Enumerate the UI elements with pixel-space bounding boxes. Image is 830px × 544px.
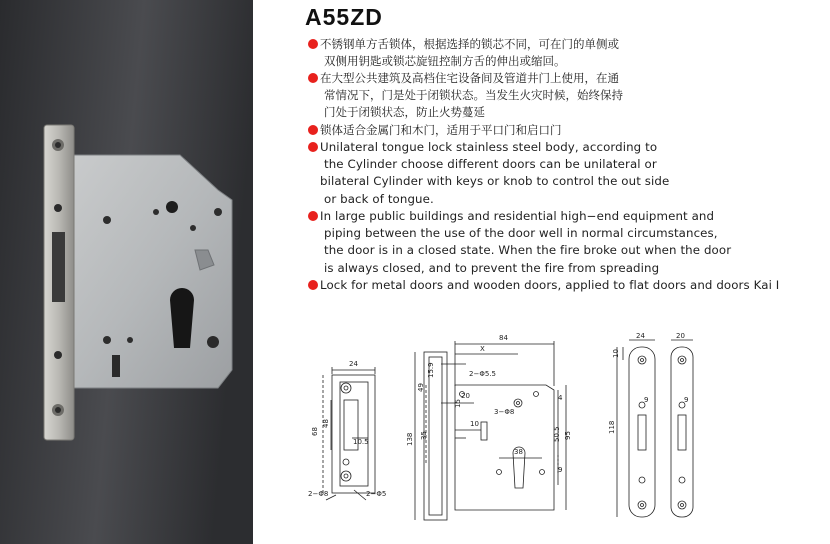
dim-label: 24	[636, 332, 645, 340]
description-item: 不锈钢单方舌锁体，根据选择的锁芯不同，可在门的单侧或 双侧用钥匙或锁芯旋钮控制方舌的伸出或缩回。	[308, 36, 824, 70]
dim-label: 118	[608, 420, 616, 434]
dim-label: 48	[322, 419, 330, 428]
dim-label: 4	[558, 394, 563, 402]
dim-label: 95	[564, 431, 572, 440]
dim-label: 9	[684, 396, 689, 404]
side-view-drawing	[308, 360, 386, 500]
dim-label: 20	[461, 392, 470, 400]
red-bullet-icon	[308, 73, 318, 83]
dim-label: 2−Φ5	[366, 490, 387, 498]
dim-label: 35	[420, 431, 428, 440]
dim-label: 50.5	[553, 426, 561, 442]
front-view-drawing	[406, 334, 572, 520]
dim-label: 20	[676, 332, 685, 340]
dim-label: 10	[470, 420, 479, 428]
red-bullet-icon	[308, 211, 318, 221]
dim-label: 15	[454, 399, 462, 408]
dim-label: 2−Φ8	[308, 490, 329, 498]
dim-label: 10	[612, 349, 620, 358]
product-photo	[0, 0, 253, 544]
model-title: A55ZD	[305, 4, 383, 30]
dim-label: 84	[499, 334, 508, 342]
description-item: Unilateral tongue lock stainless steel body, according to the Cylinder choose different doors can be unilateral or bilateral Cylinder with keys or knob to control the out side or back of tongue.	[308, 139, 824, 208]
faceplate-20-drawing	[671, 332, 693, 517]
dim-label: 9	[644, 396, 649, 404]
dim-label: 68	[311, 427, 319, 436]
description-item: 锁体适合金属门和木门，适用于平口门和启口门	[308, 122, 824, 139]
description-item: 在大型公共建筑及高档住宅设备间及管道井门上使用，在通 常情况下，门是处于闭锁状态。当发生火灾时候，始终保持 门处于闭锁状态，防止火势蔓延	[308, 70, 824, 122]
red-bullet-icon	[308, 280, 318, 290]
dim-label: 24	[349, 360, 358, 368]
faceplate-24-drawing	[608, 332, 655, 517]
description	[308, 36, 824, 294]
dim-label: 3−Φ8	[494, 408, 515, 416]
description-item: Lock for metal doors and wooden doors, applied to flat doors and doors Kai I	[308, 277, 824, 294]
red-bullet-icon	[308, 125, 318, 135]
dim-label: 2−Φ5.5	[469, 370, 496, 378]
description-item: In large public buildings and residential high−end equipment and piping between the use of the door well in normal circumstances, the door is in a closed state. When the fire broke out when the door is always closed, and to prevent the fire from spreading	[308, 208, 824, 277]
dim-label: X	[480, 345, 485, 353]
dim-label: 38	[514, 448, 523, 456]
red-bullet-icon	[308, 39, 318, 49]
dim-label: 49	[417, 383, 425, 392]
dim-label: 138	[406, 432, 414, 446]
dim-label: 9	[558, 466, 563, 474]
dim-label: 15.9	[427, 362, 435, 378]
red-bullet-icon	[308, 142, 318, 152]
dim-label: 10.5	[353, 438, 369, 446]
technical-drawings	[296, 330, 826, 542]
